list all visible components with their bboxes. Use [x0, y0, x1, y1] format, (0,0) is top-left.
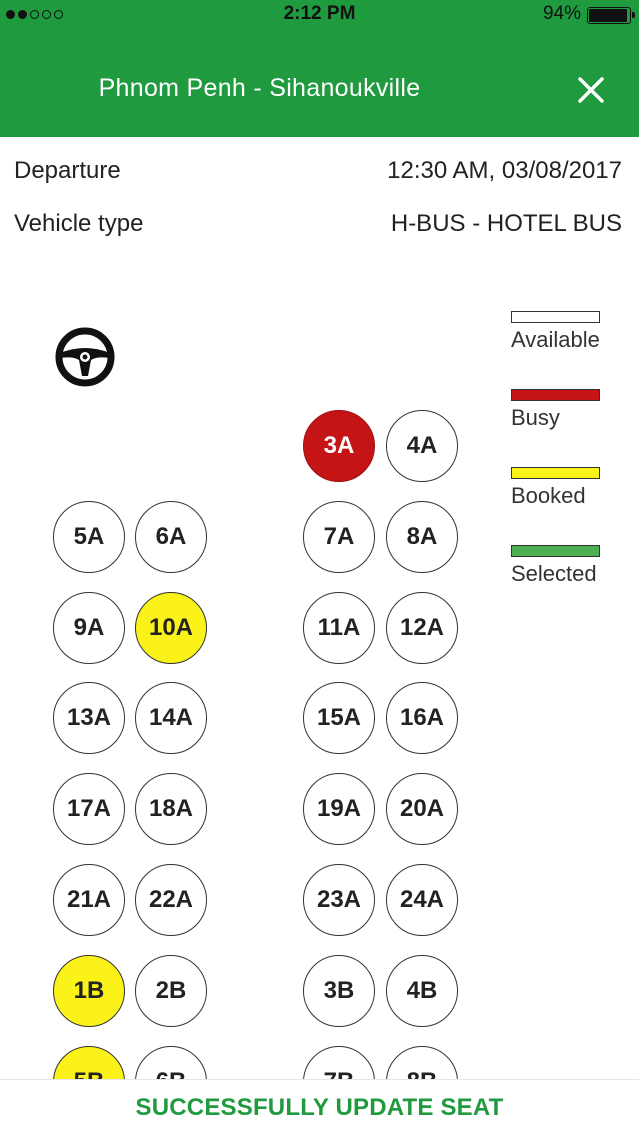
close-button[interactable]: [571, 70, 611, 110]
legend-label: Available: [511, 327, 600, 352]
seat-18a[interactable]: 18A: [135, 773, 207, 845]
legend-swatch: [511, 545, 600, 557]
seat-8a[interactable]: 8A: [386, 501, 458, 573]
departure-label: Departure: [14, 157, 121, 184]
seat-9a[interactable]: 9A: [53, 592, 125, 664]
seat-3b[interactable]: 3B: [303, 955, 375, 1027]
legend-swatch: [511, 467, 600, 479]
seat-13a[interactable]: 13A: [53, 682, 125, 754]
seat-3a[interactable]: 3A: [303, 410, 375, 482]
header-bar: [0, 0, 639, 137]
close-icon: [571, 70, 611, 110]
status-bar: [0, 0, 639, 30]
vehicle-type-row: [14, 210, 622, 242]
seat-23a[interactable]: 23A: [303, 864, 375, 936]
legend-label: Booked: [511, 483, 586, 508]
seat-19a[interactable]: 19A: [303, 773, 375, 845]
seat-1b[interactable]: 1B: [53, 955, 125, 1027]
vehicle-type-value: H-BUS - HOTEL BUS: [390, 210, 622, 237]
seat-16a[interactable]: 16A: [386, 682, 458, 754]
seat-17a[interactable]: 17A: [53, 773, 125, 845]
battery-icon: [587, 7, 631, 24]
seat-24a[interactable]: 24A: [386, 864, 458, 936]
status-time: 2:12 PM: [283, 3, 356, 24]
battery-percentage: 94%: [542, 3, 581, 24]
legend-swatch: [511, 389, 600, 401]
seat-21a[interactable]: 21A: [53, 864, 125, 936]
status-toast: SUCCESSFULLY UPDATE SEAT: [0, 1079, 639, 1136]
seat-12a[interactable]: 12A: [386, 592, 458, 664]
seat-15a[interactable]: 15A: [303, 682, 375, 754]
seat-20a[interactable]: 20A: [386, 773, 458, 845]
departure-row: [14, 157, 622, 189]
departure-value: 12:30 AM, 03/08/2017: [387, 157, 622, 184]
legend-item-available: [511, 311, 621, 353]
seat-2b[interactable]: 2B: [135, 955, 207, 1027]
seat-4b[interactable]: 4B: [386, 955, 458, 1027]
vehicle-type-label: Vehicle type: [14, 210, 144, 237]
seat-10a[interactable]: 10A: [135, 592, 207, 664]
seat-7a[interactable]: 7A: [303, 501, 375, 573]
legend-item-selected: [511, 545, 621, 587]
seat-5a[interactable]: 5A: [53, 501, 125, 573]
seat-11a[interactable]: 11A: [303, 592, 375, 664]
legend-item-booked: [511, 467, 621, 509]
seat-6a[interactable]: 6A: [135, 501, 207, 573]
seat-14a[interactable]: 14A: [135, 682, 207, 754]
legend-swatch: [511, 311, 600, 323]
legend-label: Busy: [511, 405, 560, 430]
seat-22a[interactable]: 22A: [135, 864, 207, 936]
route-title: Phnom Penh - Sihanoukville: [98, 74, 421, 102]
seat-4a[interactable]: 4A: [386, 410, 458, 482]
steering-wheel-icon: [54, 326, 116, 388]
legend-item-busy: [511, 389, 621, 431]
legend-label: Selected: [511, 561, 597, 586]
